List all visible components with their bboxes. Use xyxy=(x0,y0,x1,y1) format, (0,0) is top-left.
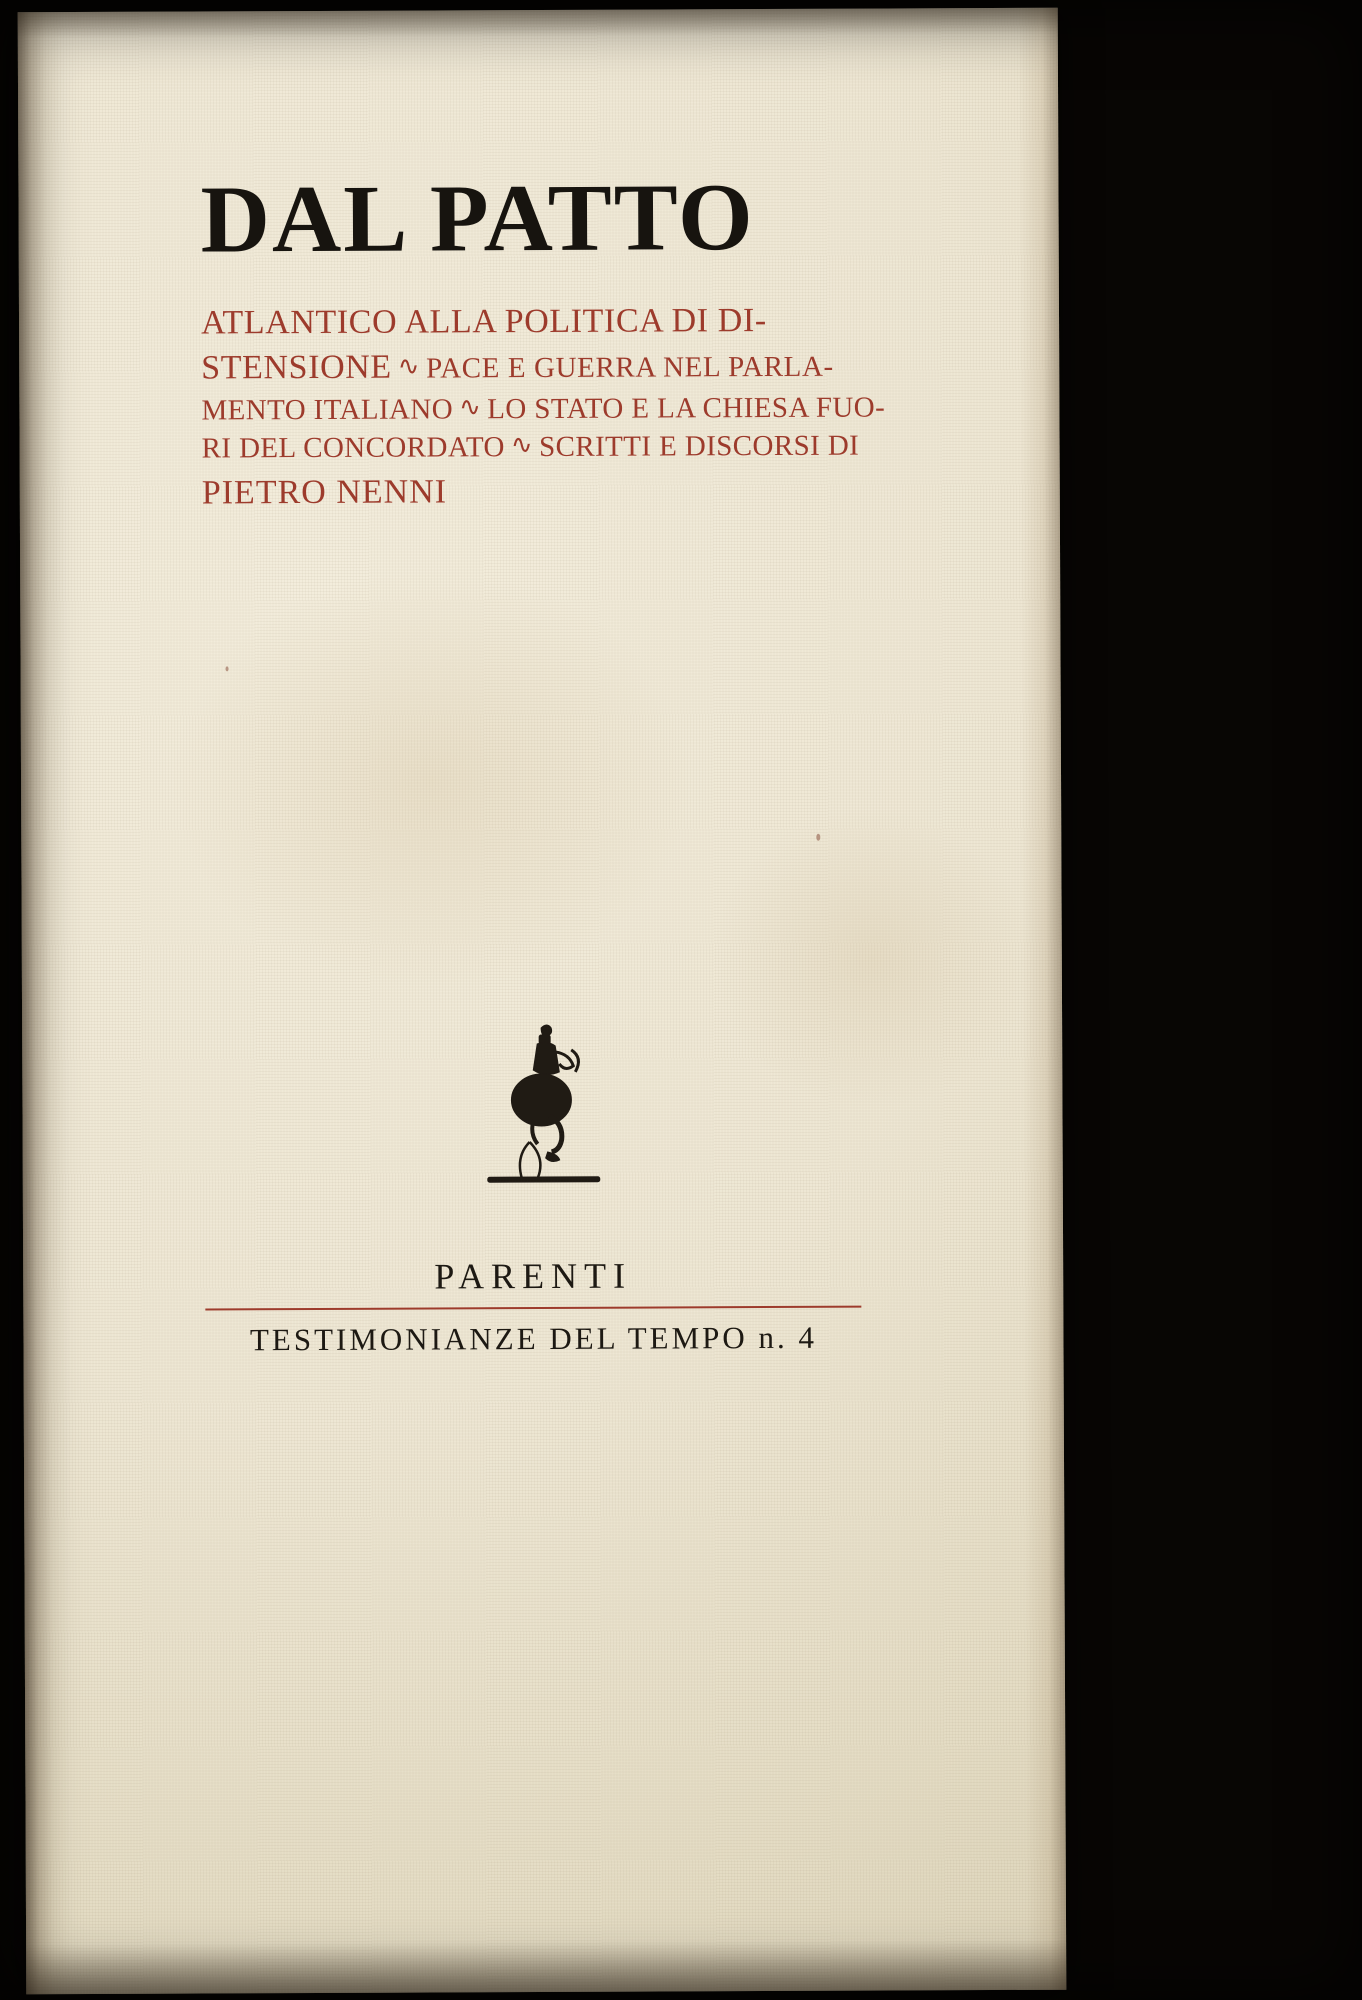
subtitle-line-3 xyxy=(201,388,886,429)
flourish-icon: ∿ xyxy=(397,351,421,381)
subtitle-line-2 xyxy=(201,344,841,392)
subtitle-block xyxy=(200,299,886,517)
cover-text-block xyxy=(200,163,886,517)
cover-left-edge-wear xyxy=(18,12,73,1994)
flourish-icon: ∿ xyxy=(510,430,534,460)
flourish-icon: ∿ xyxy=(458,392,482,422)
publisher-name: PARENTI xyxy=(434,1255,633,1297)
cover-top-edge-wear xyxy=(18,8,1058,39)
imprint-divider xyxy=(205,1306,861,1311)
paper-speck xyxy=(816,834,820,841)
subtitle-segment: STENSIONE xyxy=(201,348,392,387)
cover-bottom-edge-wear xyxy=(26,1940,1066,1995)
subtitle-line-1: ATLANTICO ALLA POLITICA DI DI- xyxy=(200,302,767,342)
paper-stain xyxy=(170,569,692,991)
publisher-device-icon xyxy=(459,1020,630,1211)
imprint-block xyxy=(205,1254,861,1359)
subtitle-segment: PACE E GUERRA NEL PARLA- xyxy=(426,350,834,385)
page-title: DAL PATTO xyxy=(200,163,755,273)
paper-stain xyxy=(711,808,1032,1109)
subtitle-segment: RI DEL CONCORDATO xyxy=(201,431,505,465)
author-name: PIETRO NENNI xyxy=(201,473,448,512)
subtitle-segment: LO STATO E LA CHIESA FUO- xyxy=(487,391,886,425)
book-cover xyxy=(18,8,1067,1995)
subtitle-segment: MENTO ITALIANO xyxy=(201,393,454,427)
paper-speck xyxy=(226,666,229,671)
series-name: TESTIMONIANZE DEL TEMPO n. 4 xyxy=(249,1319,818,1358)
subtitle-segment: SCRITTI E DISCORSI DI xyxy=(538,429,860,464)
subtitle-line-4 xyxy=(201,427,860,468)
